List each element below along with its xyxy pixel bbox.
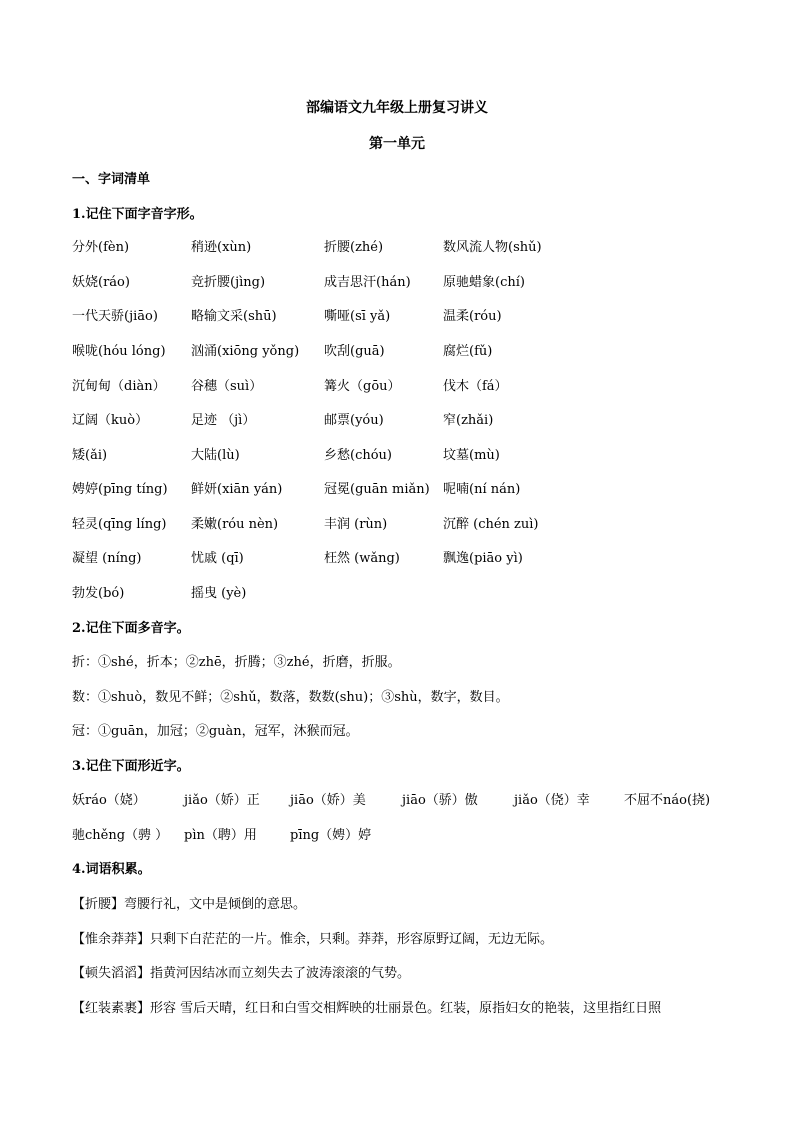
- vocab-item: 腐烂(fǔ): [443, 344, 493, 359]
- similar-char-item: 驰chěng（骋 ）: [72, 828, 169, 843]
- vocab-row: [0, 513, 794, 533]
- subheading-idioms: 4.词语积累。: [72, 862, 151, 877]
- vocab-item: 竞折腰(jìng): [191, 275, 266, 290]
- vocab-item: 妖娆(ráo): [72, 275, 130, 290]
- vocab-item: 丰润 (rùn): [324, 517, 388, 532]
- vocab-row: [0, 547, 794, 567]
- vocab-row: [0, 409, 794, 429]
- subheading-pronunciation: 1.记住下面字音字形。: [72, 207, 203, 222]
- subheading-polyphones: 2.记住下面多音字。: [72, 621, 190, 636]
- similar-char-item: jiāo（娇）美: [290, 793, 366, 808]
- vocab-item: 凝望 (níng): [72, 551, 142, 566]
- vocab-row: [0, 340, 794, 360]
- vocab-row: [0, 375, 794, 395]
- vocab-row: [0, 582, 794, 602]
- vocab-item: 伐木（fá）: [443, 379, 508, 394]
- vocab-item: 谷穗（suì）: [191, 379, 263, 394]
- vocab-item: 一代天骄(jiāo): [72, 309, 158, 324]
- section-heading-vocab: 一、字词清单: [72, 172, 151, 187]
- vocab-item: 窄(zhǎi): [443, 413, 494, 428]
- vocab-item: 嘶哑(sī yǎ): [324, 309, 391, 324]
- vocab-row: [0, 236, 794, 256]
- vocab-item: 摇曳 (yè): [191, 586, 247, 601]
- vocab-item: 成吉思汗(hán): [324, 275, 411, 290]
- idiom-entry: 【惟余莽莽】只剩下白茫茫的一片。惟余，只剩。莽莽，形容原野辽阔，无边无际。: [72, 932, 554, 947]
- vocab-item: 乡愁(chóu): [324, 448, 392, 463]
- vocab-item: 沉甸甸（diàn）: [72, 379, 166, 394]
- vocab-row: [0, 444, 794, 464]
- vocab-item: 鲜妍(xiān yán): [191, 482, 283, 497]
- similar-char-item: pīng（娉）婷: [290, 828, 372, 843]
- document-title: 部编语文九年级上册复习讲义: [306, 100, 488, 116]
- vocab-item: 矮(ǎi): [72, 448, 108, 463]
- vocab-item: 辽阔（kuò）: [72, 413, 149, 428]
- vocab-item: 柔嫩(róu nèn): [191, 517, 279, 532]
- vocab-item: 稍逊(xùn): [191, 240, 252, 255]
- similar-char-item: 不屈不náo(挠): [624, 793, 711, 808]
- vocab-item: 大陆(lù): [191, 448, 240, 463]
- vocab-item: 娉婷(pīng tíng): [72, 482, 168, 497]
- similar-char-item: pìn（聘）用: [184, 828, 257, 843]
- vocab-row: [0, 478, 794, 498]
- vocab-item: 略输文采(shū): [191, 309, 277, 324]
- vocab-item: 喉咙(hóu lóng): [72, 344, 166, 359]
- vocab-item: 原驰蜡象(chí): [443, 275, 525, 290]
- vocab-item: 勃发(bó): [72, 586, 125, 601]
- polyphone-line: 折：①shé，折本；②zhē，折腾；③zhé，折磨，折服。: [72, 655, 401, 670]
- vocab-item: 折腰(zhé): [324, 240, 384, 255]
- idiom-entry: 【顿失滔滔】指黄河因结冰而立刻失去了波涛滚滚的气势。: [72, 966, 411, 981]
- similar-char-item: 妖ráo（娆）: [72, 793, 146, 808]
- idiom-entry: 【折腰】弯腰行礼，文中是倾倒的意思。: [72, 897, 307, 912]
- vocab-item: 坟墓(mù): [443, 448, 500, 463]
- vocab-item: 分外(fèn): [72, 240, 130, 255]
- vocab-item: 篝火（gōu）: [324, 379, 401, 394]
- polyphone-line: 数：①shuò，数见不鲜；②shǔ，数落，数数(shu)；③shù，数字，数目。: [72, 690, 509, 705]
- vocab-item: 汹涌(xiōng yǒng): [191, 344, 300, 359]
- vocab-item: 冠冕(guān miǎn): [324, 482, 430, 497]
- vocab-item: 枉然 (wǎng): [324, 551, 400, 566]
- vocab-item: 数风流人物(shǔ): [443, 240, 542, 255]
- similar-char-item: jiāo（骄）傲: [402, 793, 478, 808]
- polyphone-line: 冠：①guān，加冠；②guàn，冠军，沐猴而冠。: [72, 724, 359, 739]
- vocab-item: 忧戚 (qī): [191, 551, 244, 566]
- vocab-item: 吹刮(guā): [324, 344, 385, 359]
- vocab-item: 足迹 （jì）: [191, 413, 256, 428]
- vocab-item: 沉醉 (chén zuì): [443, 517, 539, 532]
- vocab-row: [0, 305, 794, 325]
- vocab-item: 邮票(yóu): [324, 413, 384, 428]
- subheading-similar-chars: 3.记住下面形近字。: [72, 759, 190, 774]
- similar-char-item: jiǎo（侥）幸: [514, 793, 590, 808]
- unit-title: 第一单元: [369, 136, 425, 152]
- vocab-item: 轻灵(qīng líng): [72, 517, 167, 532]
- vocab-row: [0, 271, 794, 291]
- vocab-item: 呢喃(ní nán): [443, 482, 521, 497]
- vocab-item: 飘逸(piāo yì): [443, 551, 523, 566]
- vocab-item: 温柔(róu): [443, 309, 502, 324]
- idiom-entry: 【红装素裹】形容 雪后天晴，红日和白雪交相辉映的壮丽景色。红装，原指妇女的艳装，这里指红日照: [72, 1001, 662, 1016]
- similar-char-item: jiǎo（娇）正: [184, 793, 260, 808]
